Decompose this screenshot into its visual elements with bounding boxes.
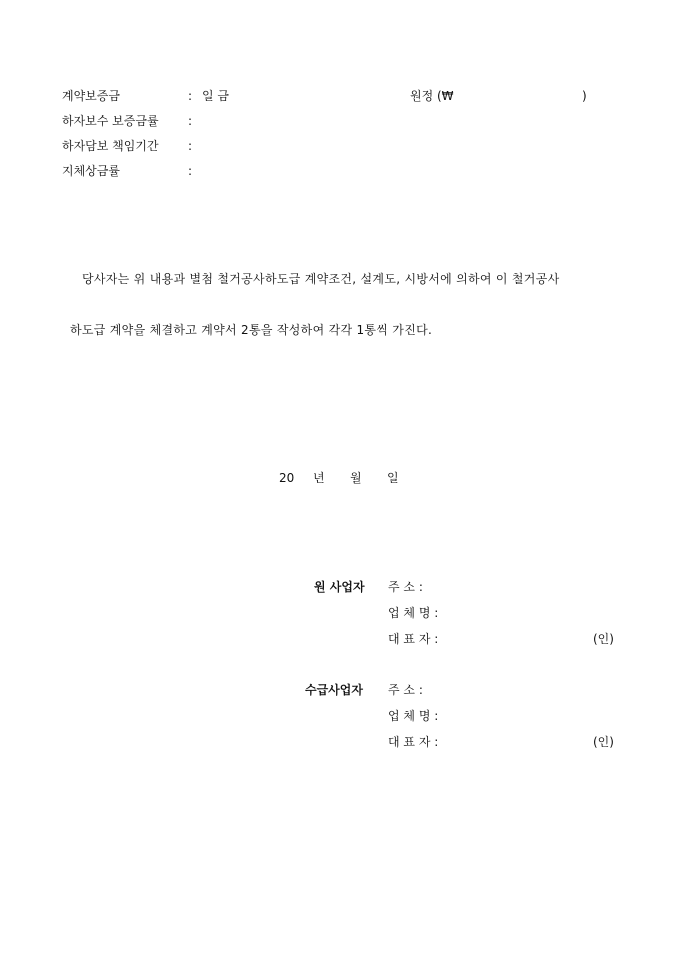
- seal-mark: (인): [593, 632, 614, 646]
- date-day: 일: [387, 471, 399, 485]
- party-title: 수급사업자: [305, 683, 363, 697]
- term-separator: :: [188, 164, 193, 178]
- term-label-deposit: 계약보증금: [62, 89, 120, 103]
- term-label-delay-penalty: 지체상금률: [62, 164, 120, 178]
- representative-label: 대 표 자 :: [388, 632, 439, 646]
- term-currency: 원정 (₩: [410, 89, 454, 103]
- term-label-warranty-period: 하자담보 책임기간: [62, 139, 159, 153]
- representative-label: 대 표 자 :: [388, 735, 439, 749]
- term-separator: :: [188, 89, 193, 103]
- term-value-deposit: 일 금: [202, 89, 229, 103]
- term-separator: :: [188, 114, 193, 128]
- company-name-label: 업 체 명 :: [388, 606, 439, 620]
- address-label: 주 소 :: [388, 580, 423, 594]
- date-month: 월: [350, 471, 362, 485]
- party-title: 원 사업자: [314, 580, 365, 594]
- term-separator: :: [188, 139, 193, 153]
- term-label-warranty-rate: 하자보수 보증금률: [62, 114, 159, 128]
- statement-line-2: 하도급 계약을 체결하고 계약서 2통을 작성하여 각각 1통씩 가진다.: [70, 323, 433, 337]
- company-name-label: 업 체 명 :: [388, 709, 439, 723]
- term-currency-close: ): [582, 89, 587, 103]
- statement-line-1: 당사자는 위 내용과 별첨 철거공사하도급 계약조건, 설계도, 시방서에 의하여 이 철거공사: [82, 272, 560, 286]
- date-year-prefix: 20: [279, 471, 295, 485]
- address-label: 주 소 :: [388, 683, 423, 697]
- seal-mark: (인): [593, 735, 614, 749]
- date-year: 년: [313, 471, 325, 485]
